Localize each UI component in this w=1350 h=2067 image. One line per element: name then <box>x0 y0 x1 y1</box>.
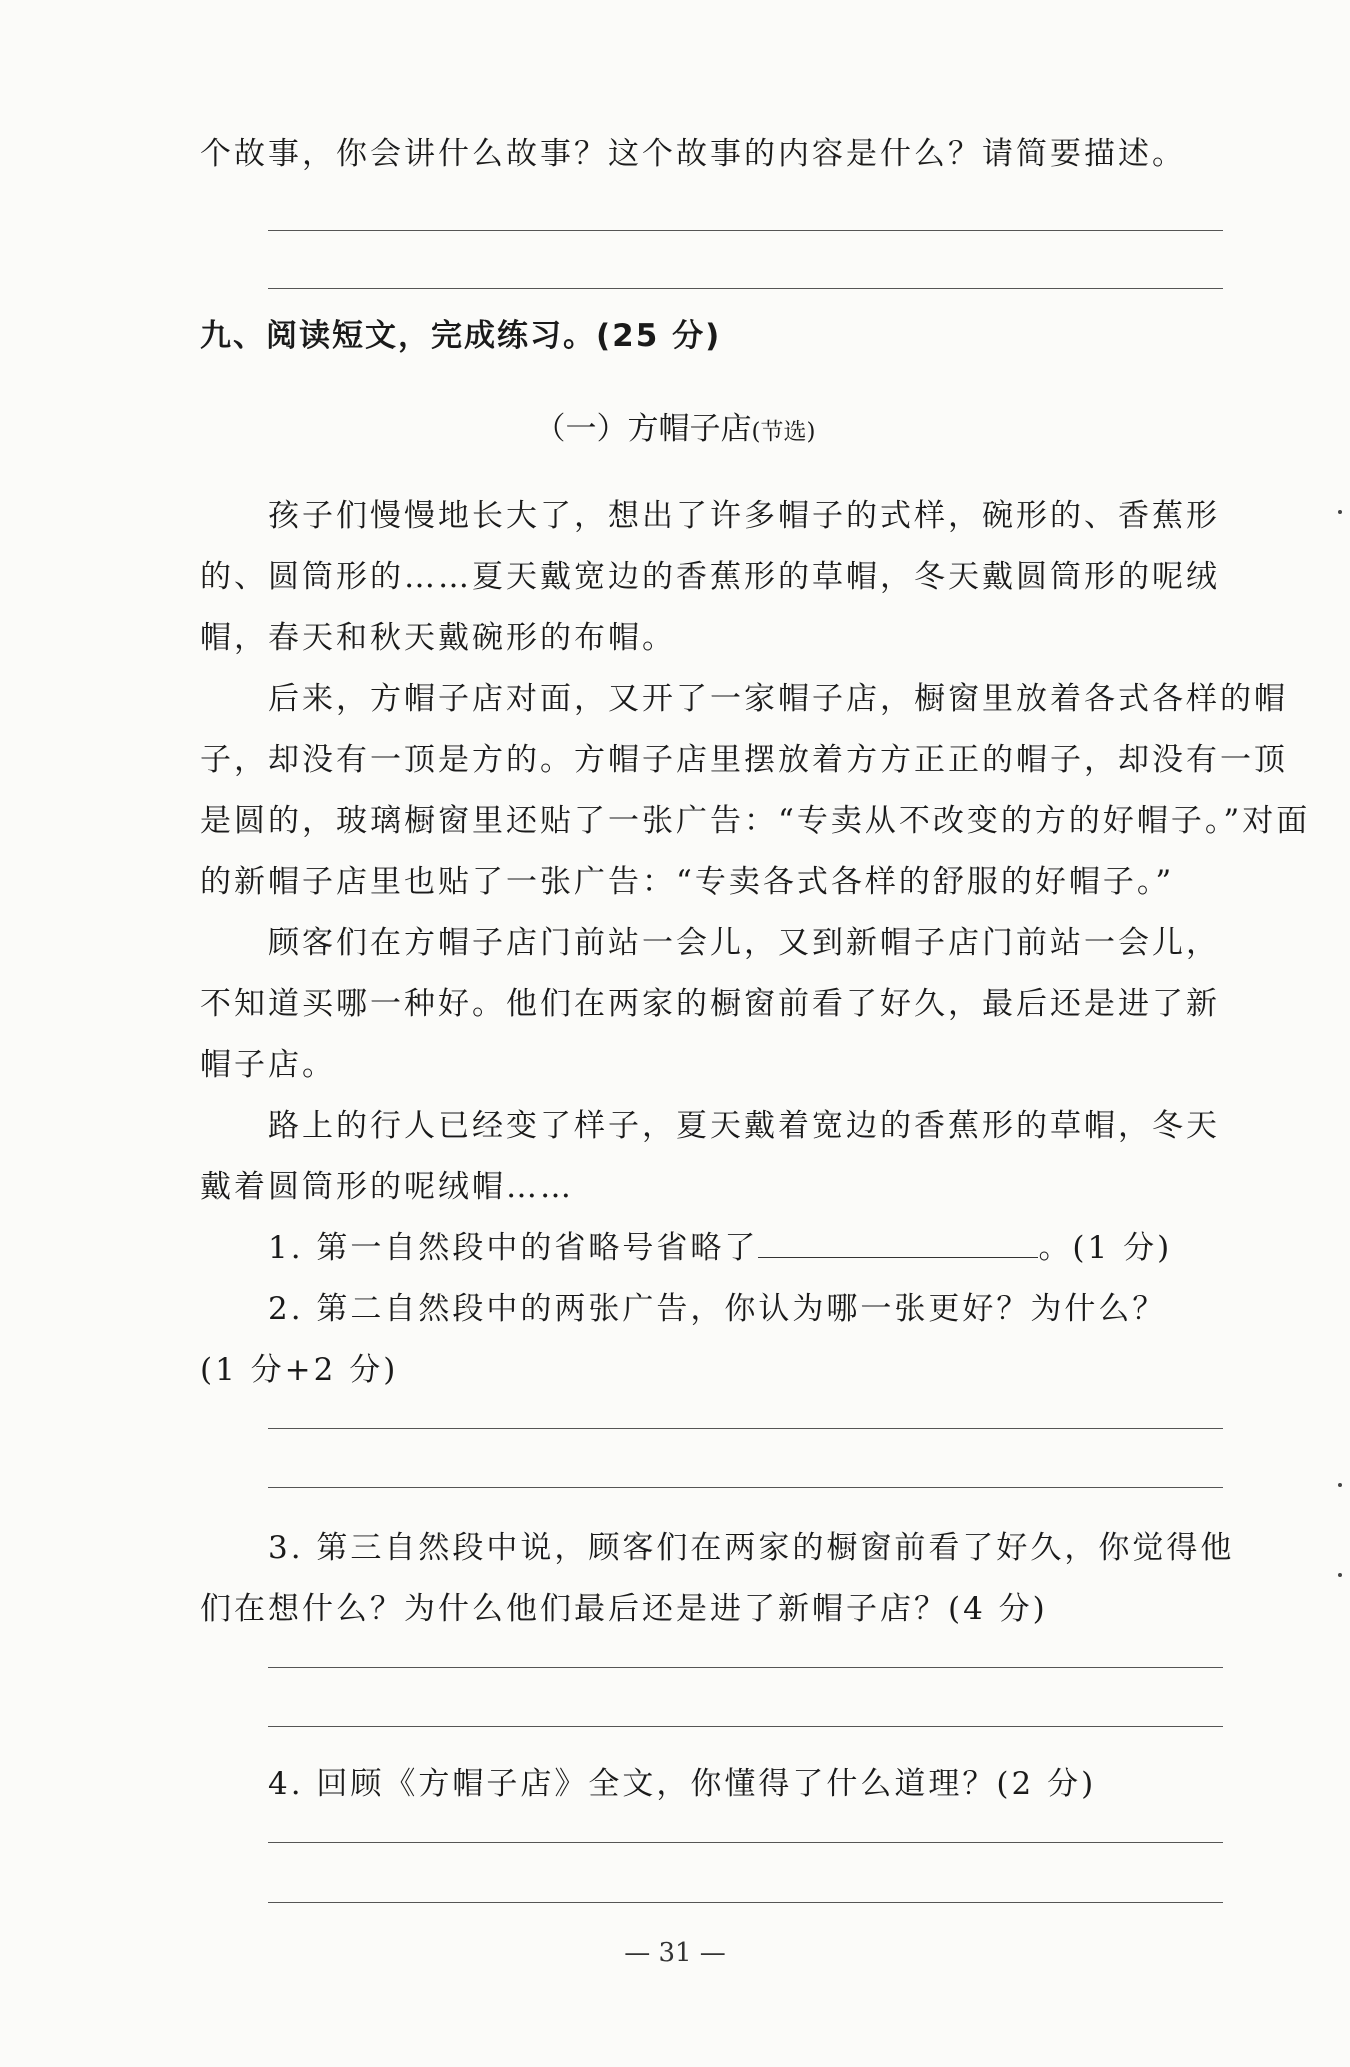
passage-title-main: （一）方帽子店 <box>534 411 752 447</box>
passage-line: 帽子店。 <box>200 1047 336 1083</box>
answer-line[interactable] <box>268 1667 1223 1668</box>
previous-question-text: 个故事，你会讲什么故事？这个故事的内容是什么？请简要描述。 <box>200 136 1186 172</box>
passage-title <box>0 403 1350 448</box>
passage-title-note: (节选) <box>751 419 816 445</box>
passage-line: 孩子们慢慢地长大了，想出了许多帽子的式样，碗形的、香蕉形 <box>268 498 1220 534</box>
scan-dot <box>1338 1483 1342 1487</box>
answer-line[interactable] <box>268 1842 1223 1843</box>
question-1-text: 1. 第一自然段中的省略号省略了 <box>268 1230 759 1266</box>
question-1 <box>268 1222 1222 1267</box>
question-3-text-cont: 们在想什么？为什么他们最后还是进了新帽子店？(4 分) <box>200 1591 1048 1627</box>
passage-line: 子，却没有一顶是方的。方帽子店里摆放着方方正正的帽子，却没有一顶 <box>200 742 1288 778</box>
passage-line: 不知道买哪一种好。他们在两家的橱窗前看了好久，最后还是进了新 <box>200 986 1220 1022</box>
question-1-score: 。(1 分) <box>1038 1230 1173 1266</box>
question-3-text: 3. 第三自然段中说，顾客们在两家的橱窗前看了好久，你觉得他 <box>268 1530 1235 1566</box>
page-number: — 31 — <box>624 1938 726 1968</box>
answer-line[interactable] <box>268 1902 1223 1903</box>
answer-line[interactable] <box>268 1487 1223 1488</box>
section-heading: 九、阅读短文，完成练习。(25 分) <box>200 318 722 354</box>
answer-line[interactable] <box>268 1726 1223 1727</box>
scan-dot <box>1338 510 1342 514</box>
passage-line: 的、圆筒形的……夏天戴宽边的香蕉形的草帽，冬天戴圆筒形的呢绒 <box>200 559 1220 595</box>
passage-line: 的新帽子店里也贴了一张广告：“专卖各式各样的舒服的好帽子。” <box>200 864 1175 900</box>
passage-line: 是圆的，玻璃橱窗里还贴了一张广告：“专卖从不改变的方的好帽子。”对面 <box>200 803 1311 839</box>
passage-line: 顾客们在方帽子店门前站一会儿，又到新帽子店门前站一会儿， <box>268 925 1220 961</box>
passage-line: 后来，方帽子店对面，又开了一家帽子店，橱窗里放着各式各样的帽 <box>268 681 1288 717</box>
question-4-text: 4. 回顾《方帽子店》全文，你懂得了什么道理？(2 分) <box>268 1766 1097 1802</box>
passage-line: 戴着圆筒形的呢绒帽…… <box>200 1169 574 1205</box>
answer-line[interactable] <box>268 1428 1223 1429</box>
answer-line[interactable] <box>268 230 1223 231</box>
fill-in-blank[interactable] <box>758 1229 1038 1258</box>
scan-dot <box>1338 1573 1342 1577</box>
answer-line[interactable] <box>268 288 1223 289</box>
question-2-score: (1 分+2 分) <box>200 1352 399 1388</box>
passage-line: 帽，春天和秋天戴碗形的布帽。 <box>200 620 676 656</box>
passage-line: 路上的行人已经变了样子，夏天戴着宽边的香蕉形的草帽，冬天 <box>268 1108 1220 1144</box>
question-2-text: 2. 第二自然段中的两张广告，你认为哪一张更好？为什么？ <box>268 1291 1167 1327</box>
